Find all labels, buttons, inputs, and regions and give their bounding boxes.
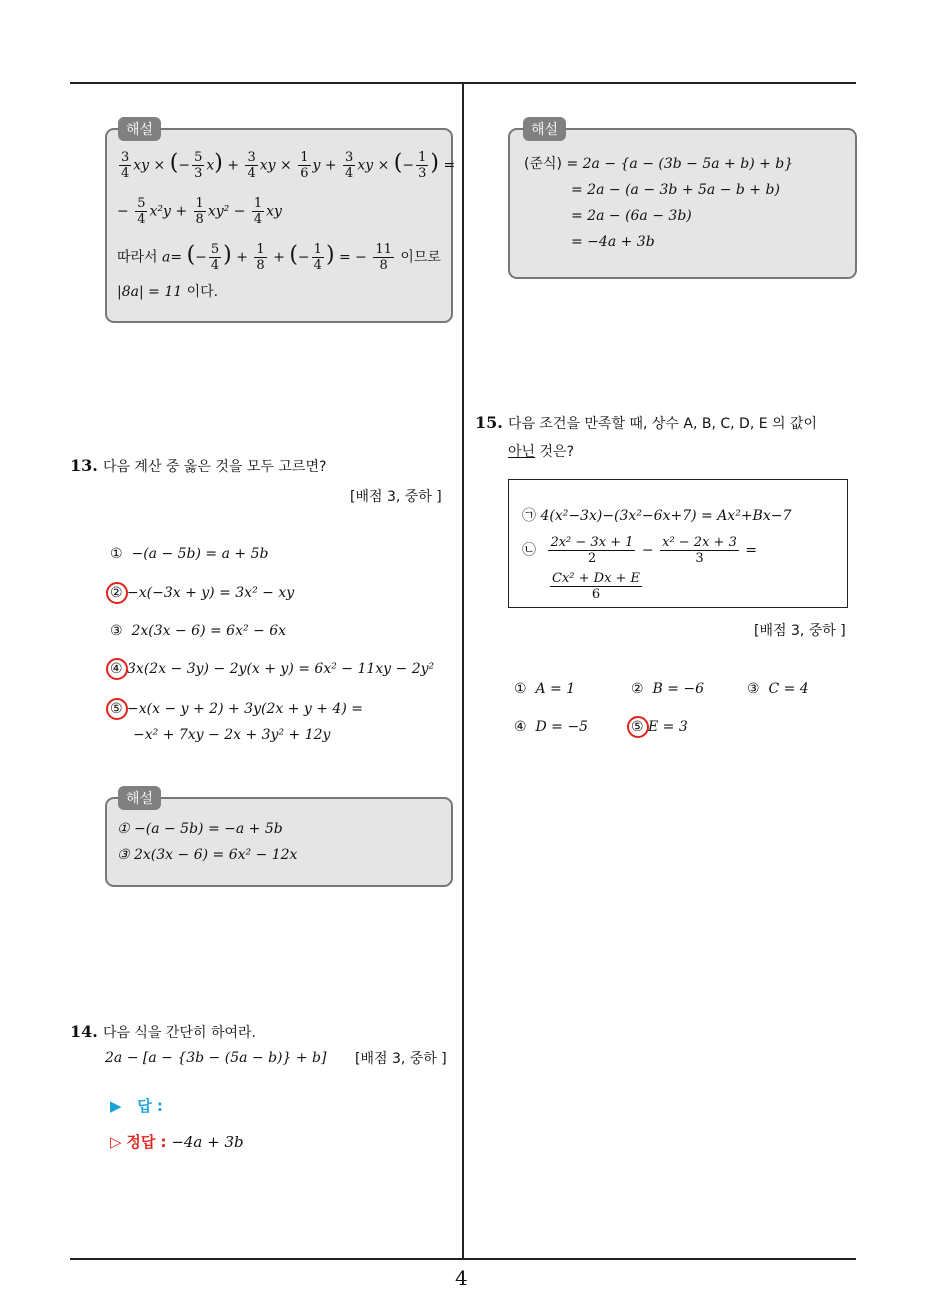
q15-condition-2: ㉡ $\frac{\text{2x² − 3x + 1}}{2}$ − $\frac{\text{x² − 2x + 3}}{3}$ = xyxy=(522,535,758,566)
q13-selected-mark-2 xyxy=(106,582,128,604)
q14-number: 14. xyxy=(70,1022,98,1041)
q15-option-3[interactable]: ③ C = 4 xyxy=(747,681,809,697)
q14-correct-row xyxy=(110,1131,244,1152)
q15-header xyxy=(475,413,860,433)
q13-option-1[interactable]: ① −(a − 5b) = a + 5b xyxy=(110,546,269,562)
q13-score: [배점 3, 중하 ] xyxy=(350,489,442,505)
sol1-line-2: − $\frac{5}{4}$ x²y + $\frac{1}{8}$ xy² − $\frac{1}{4}$ xy xyxy=(117,196,282,227)
solution-label-3: 해설 xyxy=(118,786,161,810)
page-number: 4 xyxy=(455,1266,468,1290)
q13-number: 13. xyxy=(70,456,98,475)
q15-selected-mark-5 xyxy=(627,716,649,738)
q15-option-5[interactable]: ⑤ E = 3 xyxy=(631,719,688,735)
q15-condition-1: ㉠ 4(x²−3x)−(3x²−6x+7) = Ax²+Bx−7 xyxy=(522,508,792,524)
correct-label: 정답 : xyxy=(126,1133,167,1151)
solution-box-3 xyxy=(105,797,453,887)
q15-number: 15. xyxy=(475,413,503,432)
q14-expression: 2a − [a − {3b − (5a − b)} + b] xyxy=(105,1050,327,1066)
sol2-line-4: = −4a + 3b xyxy=(571,234,655,250)
sol1-line-4: |8a| = 11 이다. xyxy=(117,284,219,300)
q15-underlined: 아닌 xyxy=(508,444,536,460)
q13-option-2[interactable]: ② −x(−3x + y) = 3x² − xy xyxy=(110,585,295,601)
q15-option-4[interactable]: ④ D = −5 xyxy=(514,719,588,735)
column-divider xyxy=(462,82,464,1259)
sol1-line-3: 따라서 a= (− $\frac{5}{4}$ ) + $\frac{1}{8}$ + (− $\frac{1}{4}$ ) = − $\frac{11}{8}$ 이므로 xyxy=(117,242,441,273)
solution-label-2: 해설 xyxy=(523,117,566,141)
q13-option-5-line-2: −x² + 7xy − 2x + 3y² + 12y xyxy=(133,727,331,743)
q13-option-5[interactable]: ⑤ −x(x − y + 2) + 3y(2x + y + 4) = xyxy=(110,701,363,717)
bottom-rule xyxy=(70,1258,856,1260)
q14-text: 다음 식을 간단히 하여라. xyxy=(102,1025,256,1041)
q13-sol-line-1: ① −(a − 5b) = −a + 5b xyxy=(117,821,283,837)
correct-value: −4a + 3b xyxy=(171,1133,244,1151)
correct-arrow-icon: ▷ xyxy=(110,1133,122,1151)
q15-text-1: 다음 조건을 만족할 때, 상수 A, B, C, D, E 의 값이 xyxy=(507,416,818,432)
q15-condition-2-rhs: $\frac{\text{Cx² + Dx + E}}{6}$ xyxy=(552,571,641,602)
q13-text: 다음 계산 중 옳은 것을 모두 고르면? xyxy=(102,459,327,475)
q13-selected-mark-5 xyxy=(106,698,128,720)
sol2-line-2: = 2a − (a − 3b + 5a − b + b) xyxy=(571,182,780,198)
q15-text-line-2: 아닌 것은? xyxy=(508,444,574,460)
solution-box-2 xyxy=(508,128,857,279)
q13-header xyxy=(70,456,326,476)
q13-option-4[interactable]: ④ 3x(2x − 3y) − 2y(x + y) = 6x² − 11xy − 2y² xyxy=(110,661,435,677)
solution-label: 해설 xyxy=(118,117,161,141)
q14-score: [배점 3, 중하 ] xyxy=(355,1051,447,1067)
q15-option-2[interactable]: ② B = −6 xyxy=(631,681,705,697)
q13-option-3[interactable]: ③ 2x(3x − 6) = 6x² − 6x xyxy=(110,623,287,639)
q15-score: [배점 3, 중하 ] xyxy=(754,623,846,639)
answer-arrow-icon: ▶ xyxy=(110,1097,122,1115)
sol1-line-1: $\frac{3}{4}$ xy × (− $\frac{5}{3}$ x) + $\frac{3}{4}$ xy × $\frac{1}{6}$ y + $\frac{3}{4}$ xy × (− $\frac{1}{3}$ ) = xyxy=(121,150,456,181)
sol2-line-1: (준식) = 2a − {a − (3b − 5a + b) + b} xyxy=(524,156,794,172)
q13-sol-line-2: ③ 2x(3x − 6) = 6x² − 12x xyxy=(117,847,298,863)
q15-option-1[interactable]: ① A = 1 xyxy=(514,681,576,697)
q14-answer-row[interactable] xyxy=(110,1095,163,1116)
q14-header xyxy=(70,1022,256,1042)
sol2-line-3: = 2a − (6a − 3b) xyxy=(571,208,692,224)
q13-selected-mark-4 xyxy=(106,658,128,680)
answer-label: 답 : xyxy=(137,1097,163,1115)
